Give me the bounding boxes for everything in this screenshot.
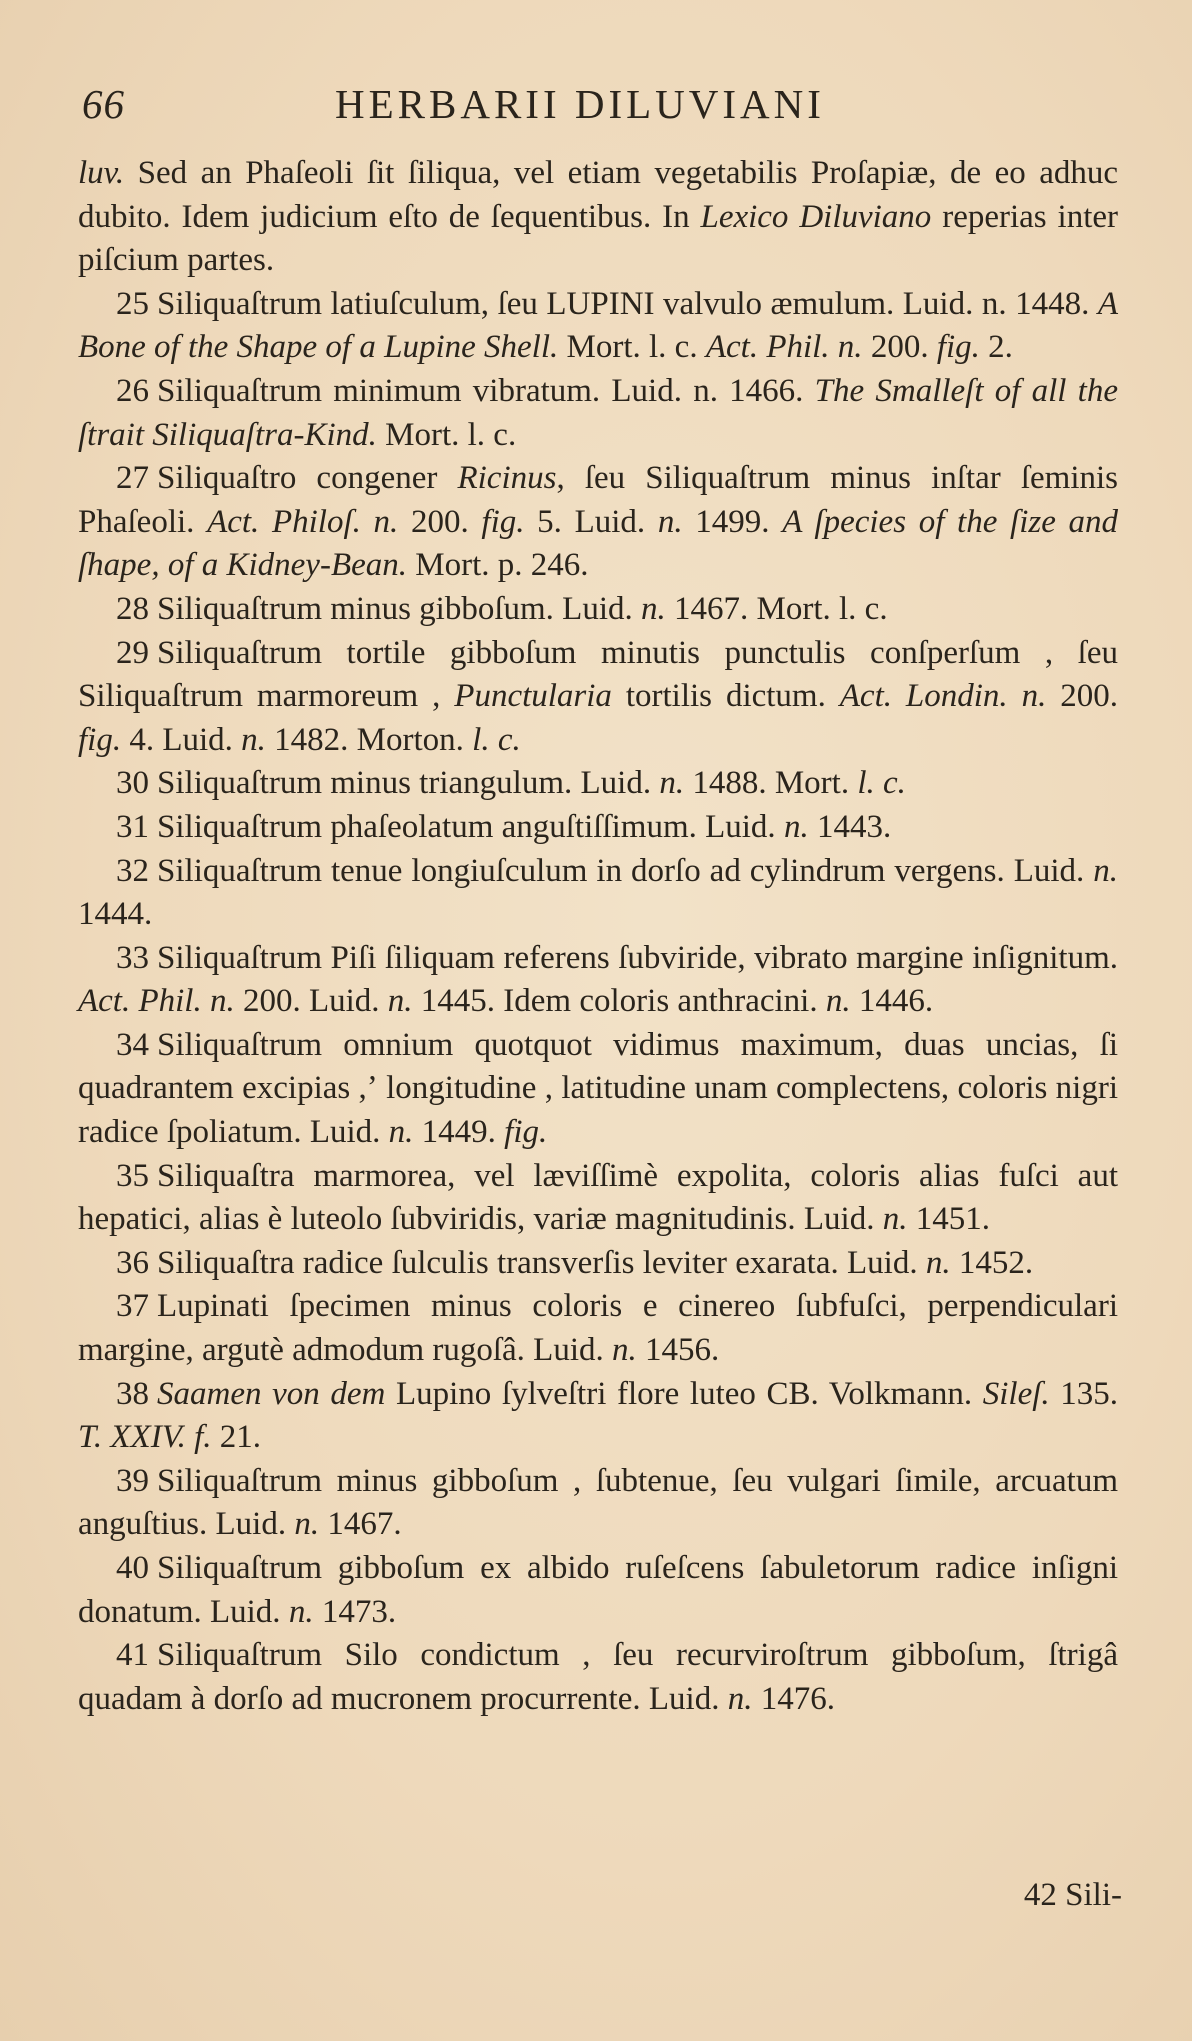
italic-text: fig. xyxy=(504,1114,548,1151)
text-segment: 1449. xyxy=(413,1114,505,1151)
italic-text: fig. xyxy=(78,721,122,758)
text-segment: Siliquaſtra marmorea, vel læviſſimè expolita, coloris alias fuſci aut hepatici, alias è luteolo ſubviridis, variæ magnitudinis. Luid. xyxy=(78,1157,1118,1238)
catchword: 42 Sili- xyxy=(1023,1877,1122,1913)
italic-text: n. xyxy=(825,983,851,1020)
text-segment: tortilis dictum. xyxy=(611,678,840,715)
entry-number: 32 xyxy=(116,852,149,889)
italic-text: Saamen von dem xyxy=(157,1375,386,1412)
body-text xyxy=(78,152,1118,1721)
text-segment: 5. Luid. xyxy=(524,503,658,540)
italic-text: A Bone of the Shape of a Lupine Shell. xyxy=(78,285,1118,366)
italic-text: n. xyxy=(641,590,666,627)
italic-text: n. xyxy=(1093,852,1118,889)
italic-text: n. xyxy=(925,1244,951,1281)
italic-text: n. xyxy=(882,1201,908,1238)
entry-number: 33 xyxy=(116,939,149,976)
text-segment: Mort. p. 246. xyxy=(407,547,589,584)
text-segment: Siliquaſtrum minus gibboſum , ſubtenue, ſeu vulgari ſimile, arcuatum anguſtius. Luid. xyxy=(78,1462,1118,1543)
italic-text: Act. Phil. n. xyxy=(705,329,863,366)
italic-text: T. XXIV. f. xyxy=(78,1419,212,1456)
entry-paragraph xyxy=(78,1285,1118,1372)
text-segment: 1443. xyxy=(808,808,892,845)
text-segment: 200. xyxy=(1046,678,1119,715)
text-segment: 4. Luid. xyxy=(121,721,242,758)
text-segment: 1467. xyxy=(319,1506,402,1543)
text-segment: Siliquaſtrum minus gibboſum. Luid. xyxy=(157,590,642,627)
italic-text: The Smalleſt of all the ſtrait Siliquaſtra-Kind. xyxy=(78,372,1118,453)
text-segment: Siliquaſtrum tortile gibboſum minutis punctulis conſperſum , ſeu Siliquaſtrum marmoreum , xyxy=(78,634,1118,715)
entry-number: 38 xyxy=(116,1375,149,1412)
text-segment: 1444. xyxy=(78,896,153,933)
text-segment: Siliquaſtro congener xyxy=(157,460,458,497)
entry-paragraph xyxy=(78,1634,1118,1721)
entry-number: 34 xyxy=(116,1026,149,1063)
page-number: 66 xyxy=(82,81,125,127)
italic-text: fig. xyxy=(936,329,980,366)
italic-text: n. xyxy=(659,765,685,802)
text-segment: Siliquaſtrum tenue longiuſculum in dorſo ad cylindrum vergens. Luid. xyxy=(157,852,1094,889)
entry-paragraph xyxy=(78,588,1118,632)
text-segment: 1446. xyxy=(850,983,934,1020)
entry-paragraph xyxy=(78,937,1118,1024)
italic-text: Sileſ. xyxy=(982,1375,1050,1412)
entry-paragraph xyxy=(78,762,1118,806)
text-segment: Siliquaſtrum gibboſum ex albido ruſeſcens ſabuletorum radice inſigni donatum. Luid. xyxy=(78,1550,1118,1630)
text-segment: 1456. xyxy=(636,1332,720,1369)
text-segment: 200. Luid. xyxy=(234,983,388,1020)
entry-number: 30 xyxy=(116,765,149,802)
entry-paragraph xyxy=(78,632,1118,763)
entry-number: 41 xyxy=(116,1637,149,1674)
text-segment: Siliquaſtrum phaſeolatum anguſtiſſimum. Luid. xyxy=(157,808,784,845)
italic-text: Act. Londin. n. xyxy=(839,678,1047,715)
text-segment: Lupino ſylveſtri flore luteo CB. Volkmann. xyxy=(385,1375,983,1412)
text-segment: 1476. xyxy=(752,1680,835,1717)
text-segment: Siliquaſtrum minus triangulum. Luid. xyxy=(157,765,660,802)
italic-text: fig. xyxy=(481,503,525,540)
text-segment: Mort. l. c. xyxy=(376,416,517,453)
italic-text: n. xyxy=(294,1506,320,1543)
text-segment: 1488. Mort. xyxy=(684,765,858,802)
italic-text: n. xyxy=(727,1680,753,1717)
entry-number: 26 xyxy=(116,372,149,409)
entry-number: 29 xyxy=(116,634,149,671)
text-segment: 200. xyxy=(398,503,482,540)
text-segment: Siliquaſtrum Piſi ſiliquam referens ſubviride, vibrato margine inſignitum. xyxy=(157,939,1118,976)
entry-number: 37 xyxy=(116,1288,149,1325)
text-segment: 1499. xyxy=(682,503,783,540)
text-segment: reperias inter piſcium partes. xyxy=(78,198,1118,279)
running-head: HERBARII DILUVIANI xyxy=(335,81,825,127)
italic-text: luv. xyxy=(78,155,125,191)
italic-text: n. xyxy=(657,503,683,540)
italic-text: n. xyxy=(288,1593,314,1630)
text-segment: Siliquaſtrum minimum vibratum. Luid. n. 1466. xyxy=(157,372,815,409)
text-segment: Sed an Phaſeoli ſit ſiliqua, vel etiam vegetabilis Proſapiæ, de eo adhuc dubito. Idem judicium eſto de ſequentibus. In xyxy=(78,155,1118,235)
italic-text: Lexico Diluviano xyxy=(700,198,932,235)
italic-text: l. c. xyxy=(857,765,906,802)
italic-text: Punctularia xyxy=(454,678,612,715)
entry-number: 35 xyxy=(116,1157,149,1194)
italic-text: Ricinus xyxy=(457,460,557,497)
entry-paragraph xyxy=(78,1460,1118,1547)
italic-text: n. xyxy=(612,1332,637,1369)
entry-number: 40 xyxy=(116,1550,149,1586)
entry-number: 25 xyxy=(116,285,149,322)
text-segment: 1482. Morton. xyxy=(265,721,473,758)
entry-paragraph xyxy=(78,1155,1118,1242)
entry-paragraph xyxy=(78,283,1118,370)
text-segment: 1451. xyxy=(907,1201,990,1238)
italic-text: n. xyxy=(783,808,809,845)
text-segment: 200. xyxy=(862,329,937,366)
text-segment: Lupinati ſpecimen minus coloris e cinereo ſubfuſci, perpendiculari margine, argutè admodum rugoſâ. Luid. xyxy=(78,1288,1118,1369)
text-segment: Siliquaſtrum Silo condictum , ſeu recurviroſtrum gibboſum, ſtrigâ quadam à dorſo ad mucronem procurrente. Luid. xyxy=(78,1637,1118,1717)
entry-number: 39 xyxy=(116,1462,149,1499)
italic-text: n. xyxy=(387,983,413,1020)
text-segment: 1467. Mort. l. c. xyxy=(665,590,888,627)
italic-text: Act. Philoſ. n. xyxy=(207,503,399,540)
entry-paragraph xyxy=(78,850,1118,937)
entry-number: 31 xyxy=(116,808,149,845)
italic-text: l. c. xyxy=(472,721,521,758)
text-segment: 2. xyxy=(979,329,1013,366)
italic-text: Act. Phil. n. xyxy=(78,983,235,1020)
text-segment: Siliquaſtrum latiuſculum, ſeu LUPINI valvulo æmulum. Luid. n. 1448. xyxy=(157,285,1098,322)
text-segment: 1445. Idem coloris anthracini. xyxy=(412,983,826,1020)
entry-paragraph xyxy=(78,370,1118,457)
entry-paragraph xyxy=(78,1547,1118,1634)
italic-text: n. xyxy=(388,1114,414,1151)
continued-paragraph xyxy=(78,152,1118,283)
entry-paragraph xyxy=(78,806,1118,850)
text-segment: Siliquaſtrum omnium quotquot vidimus maximum, duas uncias, ſi quadrantem excipias ,ʼ longitudine , latitudine unam complectens, coloris nigri radice ſpoliatum. Luid. xyxy=(78,1026,1118,1151)
entry-number: 36 xyxy=(116,1244,149,1281)
italic-text: A ſpecies of the ſize and ſhape, of a Kidney-Bean. xyxy=(78,503,1119,584)
entry-paragraph xyxy=(78,457,1118,588)
page-header xyxy=(0,80,1192,140)
entry-number: 28 xyxy=(116,590,149,627)
text-segment: Mort. l. c. xyxy=(558,329,706,366)
text-segment: Siliquaſtra radice ſulculis transverſis leviter exarata. Luid. xyxy=(157,1244,926,1281)
italic-text: n. xyxy=(241,721,266,758)
entry-paragraph xyxy=(78,1373,1118,1460)
entry-paragraph xyxy=(78,1242,1118,1286)
entry-number: 27 xyxy=(116,460,149,497)
text-segment: 1452. xyxy=(950,1244,1034,1281)
text-segment: 135. xyxy=(1049,1375,1119,1412)
text-segment: , ſeu Siliquaſtrum minus inſtar ſeminis Phaſeoli. xyxy=(78,460,1118,540)
text-segment: 21. xyxy=(211,1419,262,1456)
entry-paragraph xyxy=(78,1024,1118,1155)
text-segment: 1473. xyxy=(313,1593,397,1630)
